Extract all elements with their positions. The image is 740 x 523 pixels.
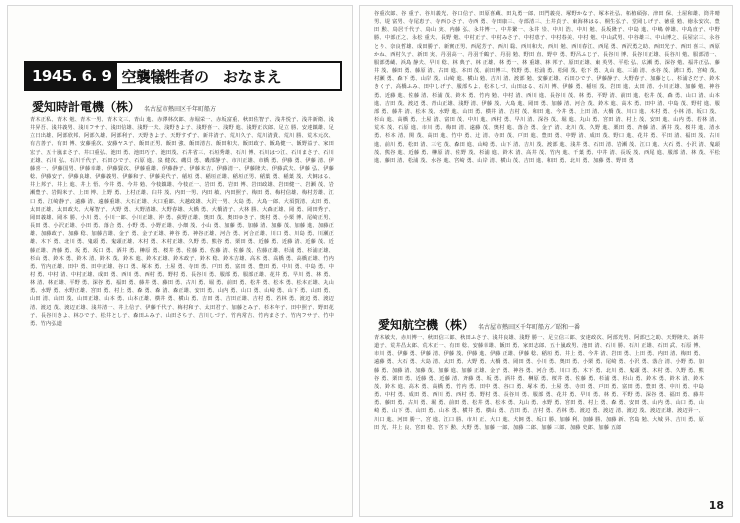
page-title-banner: [24, 61, 342, 91]
victim-names-aichi-kokuki: 青木敏夫、赤川博一、秋田信三郎、秋田ふさ子、浅井良雄、浅野 勝一、足立信三郎、安達政次、阿部光男、阿部巳之助、天野隆夫、新井道子、荒井昌太郎、荒木正一、有田 稔、安藤幸雄、飯田 勇、家田志郎、五十嵐政男、池田 清、石川 勝、石川 正雄、石田 武、石原 博、市川 勇、伊藤 勇、伊藤 清、伊藤 茂、伊藤 進、伊藤 正雄、伊藤 稔、稲垣 勇、井上 勇、今井 清、岩田 勇、上田 勇、内田 清、梅田 勇、遠藤 勇、大石 勇、大島 清、太田 勇、大野 勇、大橋 勇、岡田 勇、小川 勇、奥田 勇、小栗 勇、尾崎 勇、小沢 勇、落合 清、小野 勇、加藤 勇、加藤 清、加藤 茂、加藤 進、加藤 正雄、金子 勇、神谷 勇、河合 勇、川口 勇、木下 勇、北川 勇、鬼頭 勇、木村 勇、久野 勇、熊谷 勇、栗田 勇、近藤 勇、近藤 清、斉藤 勇、坂 勇、酒井 勇、榊原 勇、桜井 勇、佐藤 勇、杉浦 勇、杉山 勇、鈴木 勇、鈴木 清、鈴木 茂、鈴木 進、高木 勇、高橋 勇、竹内 勇、田中 勇、谷口 勇、塚本 勇、土屋 勇、寺田 勇、戸田 勇、富田 勇、豊田 勇、中川 勇、中島 勇、中村 勇、成田 勇、西川 勇、西村 勇、野村 勇、長谷川 勇、服部 勇、花井 勇、早川 勇、林 勇、平野 勇、深谷 勇、福田 勇、藤井 勇、藤田 勇、古川 勇、堀 勇、前田 勇、松井 勇、松本 勇、丸山 勇、水野 勇、宮田 勇、村上 勇、森 勇、安田 勇、山内 勇、山口 勇、山崎 勇、山下 勇、山田 勇、山本 勇、横井 勇、横山 勇、吉田 勇、吉村 勇、若林 勇、渡辺 勇、渡辺 清、渡辺 茂、渡辺正雄、渡辺昇一、川口 進、河田 勝一、宮 進、江口 勝、市川 正、大口 進、犬飼 勇、坂口 勝、加藤 利、加藤 勝、加藤 新、宮島 勉、大城 昇、吉川 勇、原田 光、井上 良、宮田 稔、宮下 勲、大野 勇、加藤 一郎、加藤 二郎、加藤 三郎、加藤 史郎、加藤 五郎: [374, 335, 704, 431]
page-number: 18: [708, 499, 724, 512]
left-page: [8, 6, 352, 516]
org-address: 名古屋市熱田区千年町船方: [144, 106, 217, 113]
title-date: 1945. 6. 9: [26, 63, 117, 89]
title-text: 空襲犠牲者の おなまえ: [121, 67, 281, 86]
victim-names-continued: 谷重次郎、谷 重子、谷川義光、谷口信子、田原喜蔵、田丸勇一郎、田門義亮、塚野かな子、塚本社弘、柘植碩弥、津田 保、土屋和雄、筒井晴男、堤 富男、寺尾恵子、寺西ひさ子、寺西 勇、寺田康三、寺部清三、土井貞子、東海林はる、桐生弘子、堂岡しげ子、徳重 勉、徳永安次、豊田 勲、鳥居千代子、鳥山 実、内藤 弘、永井博一、中井繁一、永井 崇、中川 浩、中川 勉、長坂隆子、中島 進、中嶋 幹雄、中島直子、中野 勝、中部正之、永松 重夫、長野 勉、中村正子、中村みさ子、中村恵子、中村春美、中村 勉、中山武男、中谷雄三、中山博之、長屋宗三、永谷とり、奈良哲雄、成田勝子、新實正男、西尾芳子、西川 聡、西川和夫、西川 勉、西川春江、西尾 勇、西沢勇之助、西田光子、西田 喜三、西原かね、西村久子、新田 実、丹羽高一、丹羽千鶴子、丹羽 勉、野田 直、野中 勇、野呂ふじ子、長谷川 博、長谷川正雄、長谷川 勉、服部清一、服部勇蔵、浜島 静夫、早川 稔、林 典子、林 正雄、林 勇一、林 重雄、林 邦子、原田正雄、東 英男、平松 弘、広瀬 勇、深谷 勉、福井正弘、藤井 茂、藤田 勇、藤原 清、古田 進、本田 茂、前田博三、牧野 勇、松浦 勇、松岡 茂、松下 勇、丸山 進、三浦 清、水谷 茂、溝口 勇、宮崎 茂、村瀬 勇、森下 勇、山岸 茂、山崎 進、横山 勉、吉川 清、渡部 勉、安藤正雄、石田ひで子、伊藤静子、大野春子、加藤とし、杉浦さだ子、鈴木きく子、高橋ふみ、田中しげ子、服部ちよ、松本しづ、山田はる、石川 博、伊藤 勇、稲垣 茂、岩田 進、太田 清、小川正雄、加藤 勉、神谷 勇、近藤 進、佐藤 清、杉浦 茂、鈴木 勇、竹内 勉、中村 清、西川 進、長谷川 茂、林 勇、平野 清、前田 進、松井 茂、森 勇、山口 清、山本 進、吉田 茂、渡辺 勇、青山正雄、浅野 清、伊藤 茂、大島 進、岡田 勇、加藤 清、河合 茂、鈴木 進、高木 勇、田中 清、中島 茂、野村 進、服部 勇、藤井 清、松本 茂、水野 進、山田 勇、横井 清、吉村 茂、和田 進、今井 勇、上田 清、大橋 茂、川口 進、木村 勇、小林 清、坂口 茂、杉山 進、高橋 勇、土屋 清、富田 茂、中川 進、西村 勇、早川 清、深谷 茂、堀 進、丸山 勇、宮田 清、村上 茂、安田 進、山内 勇、若林 清、荒木 茂、石原 進、市川 勇、梅田 清、遠藤 茂、奥村 進、落合 勇、金子 清、北川 茂、久野 進、栗田 勇、斉藤 清、酒井 茂、桜井 進、清水 勇、杉本 清、関 茂、高田 進、竹中 勇、辻 清、寺田 茂、戸田 進、豊田 勇、中野 清、成田 茂、野口 進、花井 勇、平田 清、福田 茂、古川 進、前川 勇、松田 清、三宅 茂、森田 進、山崎 勇、山下 清、吉川 茂、渡部 進、浅井 勇、石田 清、岩瀬 茂、江口 進、大石 勇、小沢 清、鬼頭 茂、熊谷 進、近藤 勇、榊原 清、佐野 茂、杉浦 進、鈴木 清、高井 茂、竹内 進、千葉 勇、中井 清、長坂 茂、西尾 進、服部 清、林 茂、平松 進、藤田 清、松浦 茂、水谷 進、宮崎 勇、山岸 清、横山 茂、吉田 進、和田 勇、北川 勇、加藤 勇、野田 勇: [374, 11, 720, 164]
org-name: 愛知航空機（株）: [378, 318, 475, 332]
org-header-aichi-kokuki: [378, 316, 580, 333]
org-name: 愛知時計電機（株）: [32, 100, 141, 114]
victim-names-aichi-tokei: 青木正私、青木 勉、青木一男、青木文三、青山 進、赤澤林次郎、赤堀栄一、赤坂富重、秋田佐智子、浅井悦子、浅井新衛、浅井昇吾、浅井義男、浅川フサ子、浅田信雄、浅野一夫、浅野きよ子、浅野喜一、浅野 進、浅野正次郎、足立 勝、安達鎮雄、足立日出雄、阿部欣邦、阿部久雄、阿部利子、天野きよ子、天野すず子、新井清子、荒川久子、荒川清貴、荒川 勝、荒木元次、有吉善子、有田 博、安藤重次、安藤ヤス子、飯田正男、飯田 強、飯田清吉、飯田和夫、飯田政子、飯島健一、飯野益子、家田宏子、五十嵐まさ子、井口重弘、池田 勇、池田巧子、池田茂、石井省三、石垣秀雄、石川 博、石川はつ江、石川まさ子、石川正雄、石川 弘、石川千代子、石田ひで子、石原 進、泉 健次、磯貝 勇、磯部静子、市川正雄、市橋 勇、伊藤 勇、伊藤 清、伊藤喜一、伊藤国男、伊藤幸雄、伊藤賢次、伊藤重雄、伊藤静子、伊藤末吉、伊藤清一、伊藤隆夫、伊藤武夫、伊藤 弘、伊藤 稔、伊藤安子、伊藤良雄、伊藤義男、伊藤和子、伊藤美代子、稲垣 勇、稲垣正雄、稲垣正男、稲葉 勇、稲葉 茂、犬飼はる、井上邦子、井上 進、井上 悟、今井 勇、今井 勉、今枝鎮雄、今枝正一、岩田 勇、岩田 博、岩田政雄、岩田健一、岩瀬 茂、岩瀬豊子、岩間米子、上田 博、上野 勇、上村正雄、臼井 茂、内田一男、内田 敏、内田照子、梅田 勇、梅村信雄、梅村芳雄、江口 勇、江崎静子、遠藤 清、遠藤重雄、大石正雄、大口重郎、大越政雄、大沢一男、大島 勇、大島一郎、大須賀清、太田 勇、太田正雄、太田政夫、大塚智子、大野 勇、大野清雄、大野春雄、大橋 勇、大橋清子、大林 勝、大森正雄、岡 勇、岡田秀子、岡田義雄、岡本 勝、小川 勇、小川一郎、小川正雄、沖 勇、荻野正雄、奥田 茂、奥田ゆき子、奥村 勇、小栗 博、尾崎正男、長田 勇、小沢正雄、小田 勇、落合 勇、小野 勇、小野正雄、小畑 茂、小山 勇、加藤 勇、加藤 清、加藤 茂、加藤 進、加藤正雄、加藤政子、加藤 稔、加藤吉雄、金子 勇、金子正雄、神谷 勇、神谷正雄、河合 勇、河合正雄、川口 勇、川島 勇、川瀬正雄、木下 勇、北川 勇、鬼頭 勇、鬼頭正雄、木村 勇、木村正雄、久野 勇、熊谷 勇、栗田 勇、近藤 勇、近藤 清、近藤 茂、近藤正雄、斉藤 勇、坂 勇、坂口 勇、酒井 勇、榊原 勇、桜井 勇、佐藤 勇、佐藤 清、佐藤 茂、佐藤正雄、杉浦 勇、杉浦正雄、杉山 勇、鈴木 勇、鈴木 清、鈴木 茂、鈴木 進、鈴木正雄、鈴木政子、鈴木 稔、鈴木吉雄、高木 勇、高橋 勇、高橋正雄、竹内 勇、竹内正雄、田中 勇、田中正雄、谷口 勇、塚本 勇、土屋 勇、寺田 勇、戸田 勇、富田 勇、豊田 勇、中川 勇、中島 勇、中村 勇、中村 清、中村正雄、成田 勇、西川 勇、西村 勇、野村 勇、長谷川 勇、服部 勇、服部正雄、花井 勇、早川 勇、林 勇、林 清、林正雄、平野 勇、深谷 勇、福田 勇、藤井 勇、藤田 勇、古川 勇、堀 勇、前田 勇、松井 勇、松本 勇、松本正雄、丸山 勇、水野 勇、水野正雄、宮田 勇、村上 勇、森 勇、森 清、森正雄、安田 勇、山内 勇、山口 勇、山崎 勇、山下 勇、山田 勇、山田 清、山田 茂、山田正雄、山本 勇、山本正雄、横井 勇、横山 勇、吉田 勇、吉田正雄、吉村 勇、若林 勇、渡辺 勇、渡辺 清、渡辺 茂、渡辺正雄、浅井清一、井上信子、伊藤千代子、梅村和子、太田君子、加藤とみ子、杉本年子、田中照子、野田花子、長谷川きよ、林ひで子、松井とし子、森田ふみ子、山田さち子、吉川しづ子、竹内常吉、竹内まさ子、竹内フサ子、竹中 勇、竹内弘道: [30, 117, 334, 327]
org-header-aichi-tokei: [32, 98, 216, 115]
org-address: 名古屋市熱田区千年町船方／昭和一番: [478, 324, 581, 331]
right-page: [360, 6, 732, 516]
